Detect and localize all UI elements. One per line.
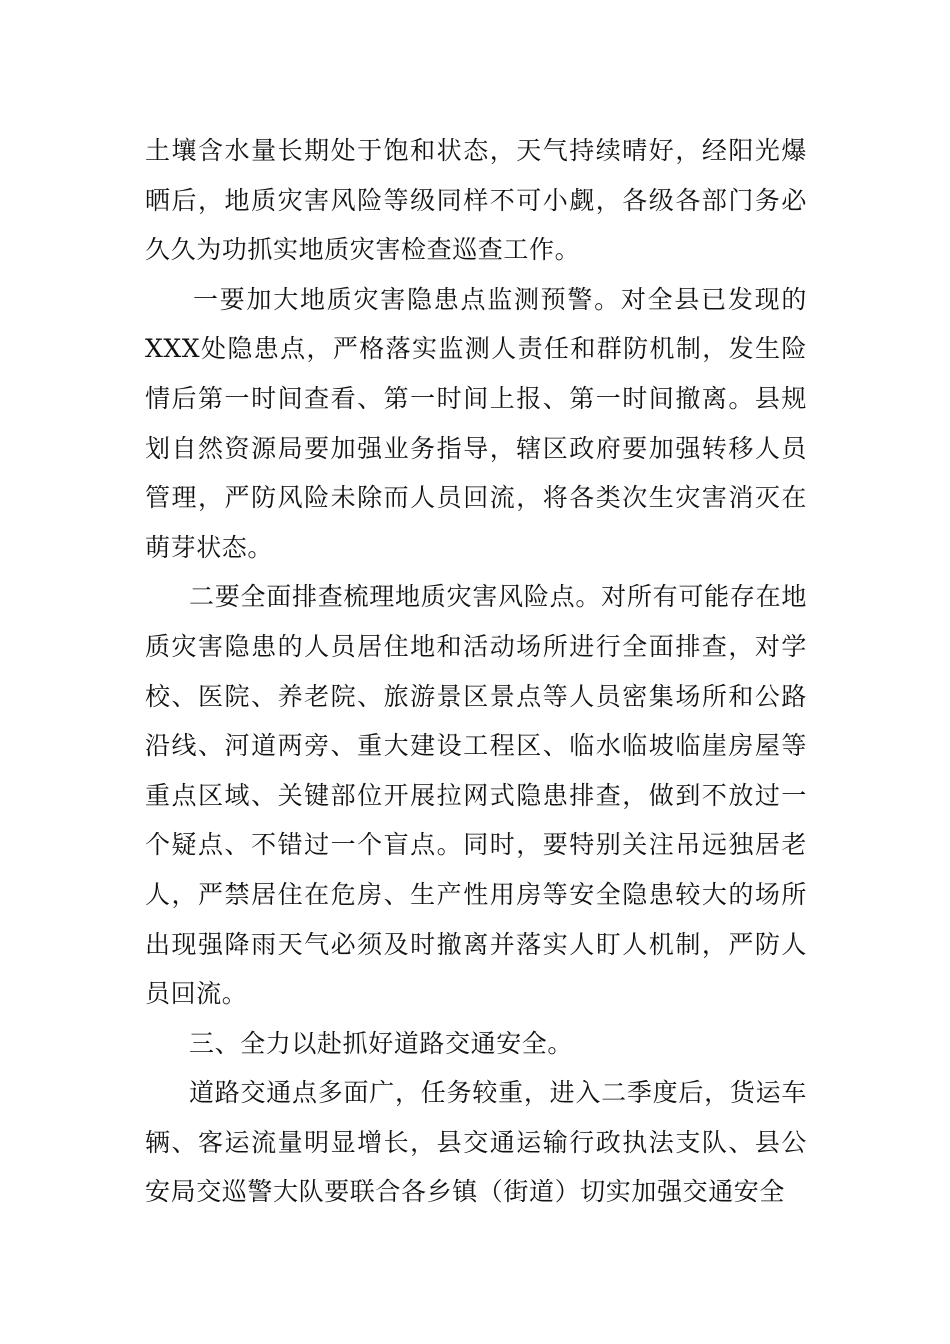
document-body <box>145 126 807 1217</box>
paragraph-1: 土壤含水量长期处于饱和状态，天气持续晴好，经阳光爆晒后，地质灾害风险等级同样不可小觑，各级各部门务必久久为功抓实地质灾害检查巡查工作。 <box>145 136 807 265</box>
section-heading-3: 三、全力以赴抓好道路交通安全。 <box>189 1028 574 1058</box>
paragraph-4: 道路交通点多面广，任务较重，进入二季度后，货运车辆、客运流量明显增长，县交通运输行政执法支队、县公安局交巡警大队要联合各乡镇（街道）切实加强交通安全 <box>145 1078 807 1207</box>
paragraph-2: 一要加大地质灾害隐患点监测预警。对全县已发现的XXX处隐患点，严格落实监测人责任和群防机制，发生险情后第一时间查看、第一时间上报、第一时间撤离。县规划自然资源局要加强业务指导，辖区政府要加强转移人员管理，严防风险未除而人员回流，将各类次生灾害消灭在萌芽状态。 <box>145 284 807 562</box>
paragraph-3: 二要全面排查梳理地质灾害风险点。对所有可能存在地质灾害隐患的人员居住地和活动场所进行全面排查，对学校、医院、养老院、旅游景区景点等人员密集场所和公路沿线、河道两旁、重大建设工程区、临水临坡临崖房屋等重点区域、关键部位开展拉网式隐患排查，做到不放过一个疑点、不错过一个盲点。同时，要特别关注吊远独居老人，严禁居住在危房、生产性用房等安全隐患较大的场所出现强降雨天气必须及时撤离并落实人盯人机制，严防人员回流。 <box>145 582 807 1009</box>
